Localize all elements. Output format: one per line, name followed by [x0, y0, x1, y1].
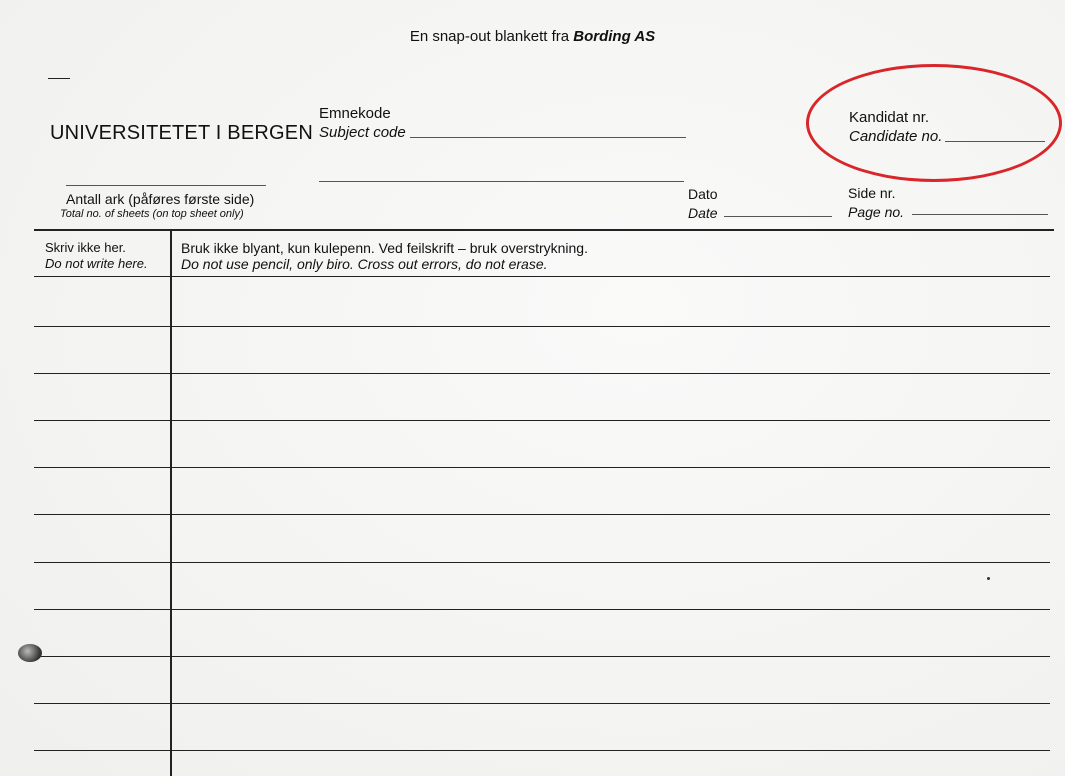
writing-line[interactable] [34, 562, 1050, 563]
page-label: Side nr. [848, 185, 896, 201]
margin-column-label-en: Do not write here. [45, 256, 148, 271]
table-top-rule [34, 229, 1054, 231]
corner-mark [48, 78, 70, 79]
writing-line[interactable] [34, 276, 1050, 277]
writing-line[interactable] [34, 656, 1050, 657]
punch-hole [18, 644, 42, 662]
publisher-text: En snap-out blankett fra [409, 28, 570, 45]
instructions-label-en: Do not use pencil, only biro. Cross out errors, do not erase. [181, 256, 548, 272]
writing-line[interactable] [34, 467, 1050, 468]
page-number-field[interactable] [912, 214, 1048, 215]
subject-code-label-en: Subject code [319, 124, 406, 141]
page-label-en: Page no. [848, 204, 905, 220]
subject-code-label: Emnekode [319, 105, 391, 122]
institution-name: UNIVERSITETET I BERGEN [50, 122, 313, 144]
candidate-label: Kandidat nr. [849, 109, 930, 126]
date-label: Dato [688, 186, 718, 202]
margin-column-divider [170, 230, 172, 776]
sheets-count-field[interactable] [66, 185, 266, 186]
writing-line[interactable] [34, 326, 1050, 327]
subject-code-field-2[interactable] [319, 181, 684, 182]
date-field[interactable] [724, 216, 832, 217]
candidate-label-en: Candidate no. [849, 128, 943, 145]
margin-column-label: Skriv ikke her. [45, 240, 126, 255]
publisher-brand: Bording AS [573, 28, 656, 45]
form-publisher-header [0, 28, 1065, 45]
writing-line[interactable] [34, 750, 1050, 751]
date-label-en: Date [688, 205, 718, 221]
candidate-number-field[interactable] [945, 141, 1045, 142]
sheets-label-en: Total no. of sheets (on top sheet only) [60, 208, 244, 220]
candidate-highlight-circle [806, 64, 1062, 182]
writing-line[interactable] [34, 609, 1050, 610]
writing-line[interactable] [34, 373, 1050, 374]
instructions-label: Bruk ikke blyant, kun kulepenn. Ved feilskrift – bruk overstrykning. [181, 240, 588, 256]
writing-line[interactable] [34, 514, 1050, 515]
sheets-label: Antall ark (påføres første side) [66, 191, 255, 207]
writing-line[interactable] [34, 420, 1050, 421]
subject-code-field[interactable] [410, 137, 686, 138]
ink-dot [987, 577, 990, 580]
writing-line[interactable] [34, 703, 1050, 704]
